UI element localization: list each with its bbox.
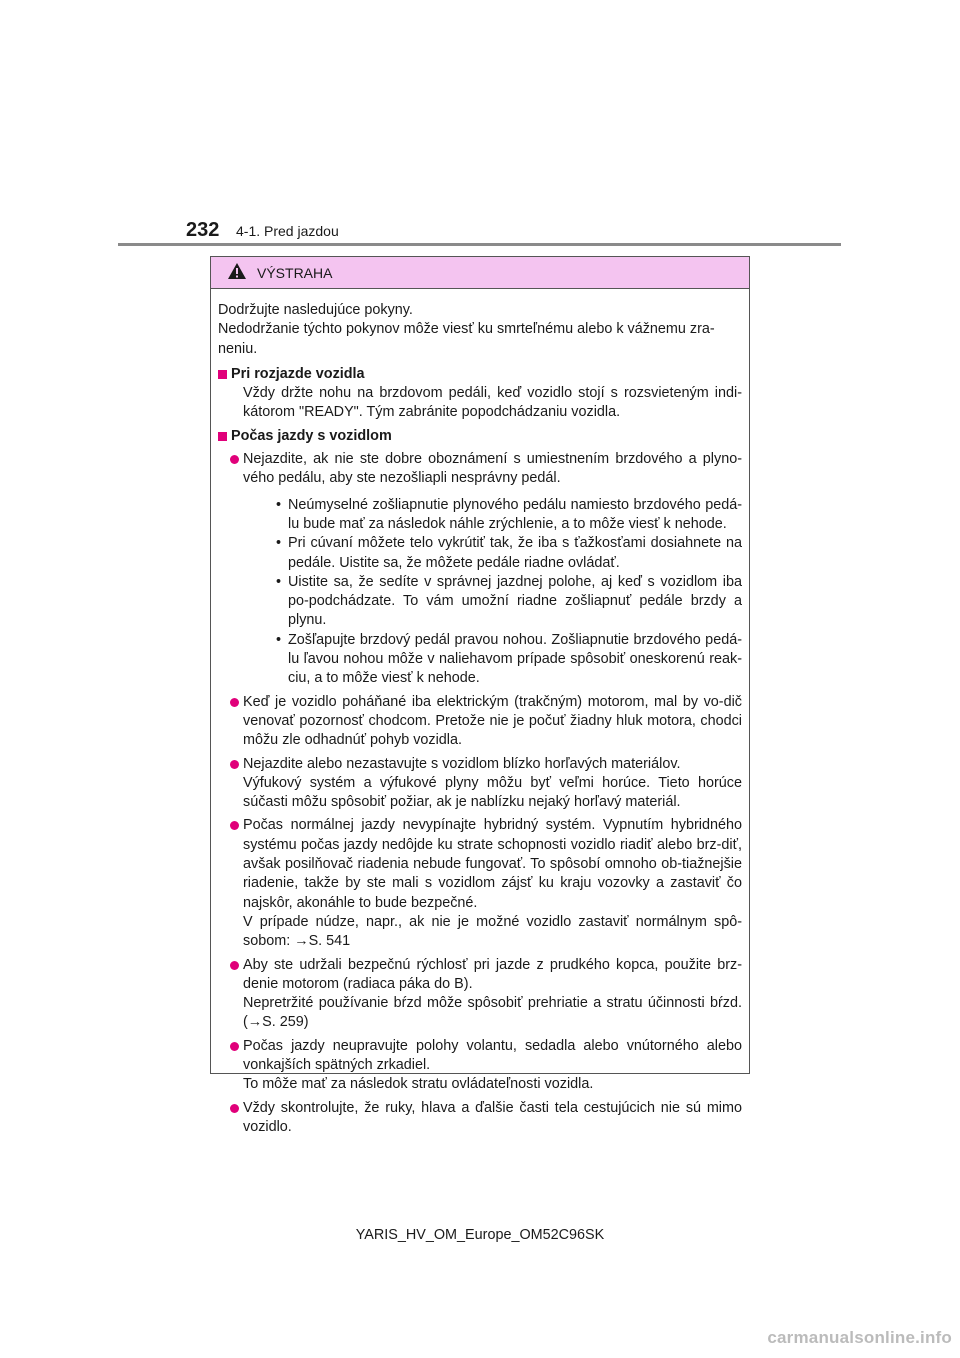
bullet-text: Keď je vozidlo poháňané iba elektrickým (trakčným) motorom, mal by vo-dič venovať pozornosť chodcom. Pretože nie je počuť žiadny hluk motora, chodci môžu zle odhadnúť pohyb vozidla.: [243, 693, 742, 749]
bullet-item: [218, 450, 742, 689]
bullet-text: Nepretržité používanie bŕzd môže spôsobiť prehriatie a stratu účinnosti bŕzd. (→S. 259): [243, 995, 742, 1031]
round-bullet-icon: [230, 760, 239, 769]
sub-item: • Zošľapujte brzdový pedál pravou nohou. Zošliapnutie brzdového pedá-lu ľavou nohou môže v naliehavom prípade spôsobiť oneskorenú reak-ciu, a to môže viesť k nehode.: [276, 631, 742, 687]
intro-line: Nedodržanie týchto pokynov môže viesť ku smrteľnému alebo k vážnemu zra-neniu.: [218, 321, 715, 357]
bullet-item: [218, 816, 742, 951]
warning-body: [211, 289, 749, 1137]
bullet-text: Počas normálnej jazdy nevypínajte hybridný systém. Vypnutím hybridného systému počas jazdy nedôjde ku strate schopnosti vozidlo riadiť alebo brz-diť, avšak posilňovač riadenia nebude fungovať. To spôsobí omnoho ob-tiažnejšie riadenie, takže by ste mali s vozidlom zájsť ku kraju vozovky a zastaviť čo najskôr, akonáhle to bude bezpečné.: [243, 817, 742, 911]
warning-title: VÝSTRAHA: [257, 265, 333, 281]
section-heading-text: Počas jazdy s vozidlom: [231, 427, 392, 444]
sub-item: • Pri cúvaní môžete telo vykrútiť tak, že iba s ťažkosťami dosiahnete na pedále. Uistite sa, že môžete pedále riadne ovládať.: [276, 535, 742, 571]
bullet-text: V prípade núdze, napr., ak nie je možné vozidlo zastaviť normálnym spô-sobom: →S. 541: [243, 913, 742, 950]
bullet-text: Výfukový systém a výfukové plyny môžu byť veľmi horúce. Tieto horúce súčasti môžu spôsobiť požiar, ak je nablízku nejaký horľavý materiál.: [243, 774, 742, 811]
bullet-item: [218, 755, 742, 813]
square-bullet-icon: [218, 370, 227, 379]
bullet-item: [218, 1037, 742, 1095]
sub-list: [243, 496, 742, 689]
sub-item-text: Pri cúvaní môžete telo vykrútiť tak, že iba s ťažkosťami dosiahnete na pedále. Uistite sa, že môžete pedále riadne ovládať.: [288, 535, 742, 571]
round-bullet-icon: [230, 698, 239, 707]
section-heading: [218, 427, 742, 446]
bullet-text: Nejazdite, ak nie ste dobre oboznámení s umiestnením brzdového a plyno-vého pedálu, aby ste nezošliapli nesprávny pedál.: [243, 451, 742, 487]
sub-item-text: Uistite sa, že sedíte v správnej jazdnej polohe, aj keď s vozidlom iba po-podchádzate. To vám umožní riadne zošliapnuť pedále brzdy a plynu.: [288, 573, 742, 629]
bullet-text: To môže mať za následok stratu ovládateľnosti vozidla.: [243, 1076, 594, 1093]
bullet-item: [218, 693, 742, 751]
bullet-text: Nejazdite alebo nezastavujte s vozidlom blízko horľavých materiálov.: [243, 755, 681, 772]
warning-box: [210, 256, 750, 1135]
warning-intro: [218, 301, 742, 359]
document-footer: YARIS_HV_OM_Europe_OM52C96SK: [355, 1227, 605, 1243]
bullet-text: Aby ste udržali bezpečnú rýchlosť pri jazde z prudkého kopca, použite brz-denie motorom (radiaca páka do B).: [243, 956, 742, 992]
sub-item-text: Zošľapujte brzdový pedál pravou nohou. Zošliapnutie brzdového pedá-lu ľavou nohou môže v naliehavom prípade spôsobiť oneskorenú reak-ciu, a to môže viesť k nehode.: [288, 631, 742, 687]
bullet-item: [218, 1099, 742, 1138]
watermark: carmanualsonline.info: [767, 1328, 952, 1347]
header-rule: [118, 243, 841, 246]
section-title: 4-1. Pred jazdou: [236, 223, 339, 239]
round-bullet-icon: [230, 821, 239, 830]
section-text: Vždy držte nohu na brzdovom pedáli, keď vozidlo stojí s rozsvieteným indi-kátorom "READY". Tým zabránite popodchádzaniu vozidla.: [243, 385, 742, 421]
bullet-item: [218, 956, 742, 1033]
round-bullet-icon: [230, 961, 239, 970]
intro-line: Dodržujte nasledujúce pokyny.: [218, 302, 413, 318]
section-heading: [218, 365, 742, 384]
bullet-text: Počas jazdy neupravujte polohy volantu, sedadla alebo vnútorného alebo vonkajších spätných zrkadiel.: [243, 1037, 742, 1073]
page-number: 232: [186, 219, 220, 241]
sub-item: • Neúmyselné zošliapnutie plynového pedálu namiesto brzdového pedá-lu bude mať za následok náhle zrýchlenie, a to môže viesť k nehode.: [276, 496, 742, 532]
warning-triangle-icon: [227, 262, 247, 280]
square-bullet-icon: [218, 432, 227, 441]
sub-item: • Uistite sa, že sedíte v správnej jazdnej polohe, aj keď s vozidlom iba po-podchádzate. To vám umožní riadne zošliapnuť pedále brzdy a plynu.: [276, 573, 742, 629]
warning-header: [211, 257, 749, 289]
round-bullet-icon: [230, 455, 239, 464]
bullet-text: Vždy skontrolujte, že ruky, hlava a ďalšie časti tela cestujúcich nie sú mimo vozidlo.: [243, 1099, 742, 1135]
round-bullet-icon: [230, 1104, 239, 1113]
section-heading-text: Pri rozjazde vozidla: [231, 365, 365, 382]
sub-item-text: Neúmyselné zošliapnutie plynového pedálu namiesto brzdového pedá-lu bude mať za následok náhle zrýchlenie, a to môže viesť k nehode.: [288, 496, 742, 532]
round-bullet-icon: [230, 1042, 239, 1051]
